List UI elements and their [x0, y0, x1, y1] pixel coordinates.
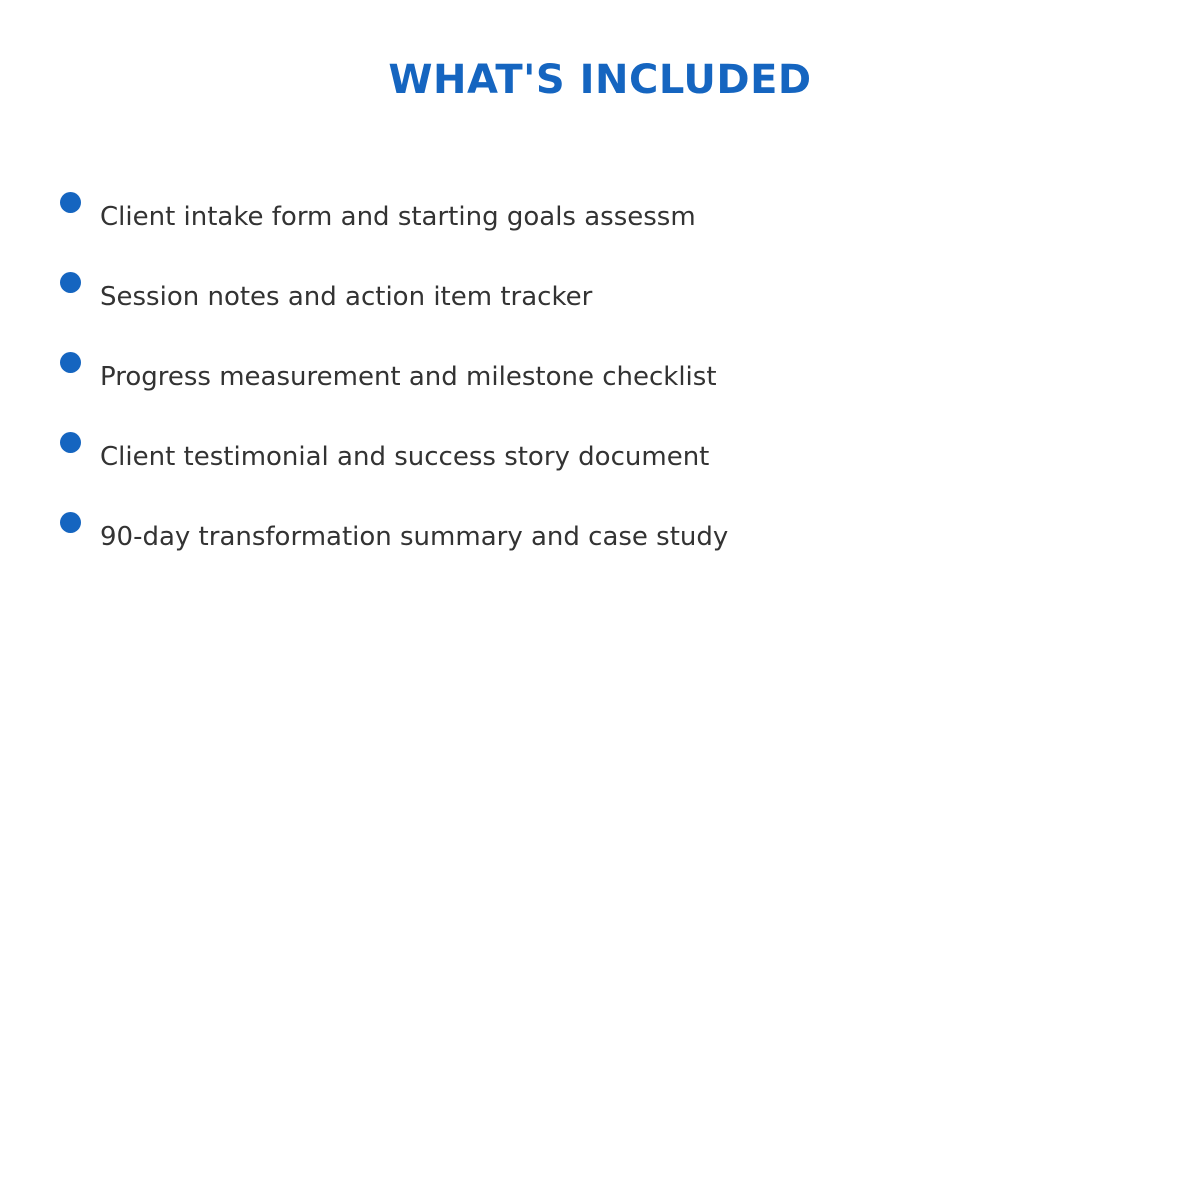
list-item — [0, 430, 1200, 510]
list-item — [0, 270, 1200, 350]
bullet-dot-icon — [60, 352, 81, 373]
list-item-label: Client testimonial and success story document — [100, 442, 710, 472]
list-item — [0, 350, 1200, 430]
bullet-dot-icon — [60, 432, 81, 453]
list-item-label: Session notes and action item tracker — [100, 282, 593, 312]
bullet-dot-icon — [60, 512, 81, 533]
list-item — [0, 190, 1200, 270]
list-item-label: Progress measurement and milestone checklist — [100, 362, 717, 392]
bullet-dot-icon — [60, 272, 81, 293]
bullet-dot-icon — [60, 192, 81, 213]
included-items-list — [0, 190, 1200, 590]
list-item-label: Client intake form and starting goals assessm — [100, 202, 696, 232]
list-item-label: 90-day transformation summary and case study — [100, 522, 729, 552]
page-title: WHAT'S INCLUDED — [388, 57, 812, 103]
list-item — [0, 510, 1200, 590]
